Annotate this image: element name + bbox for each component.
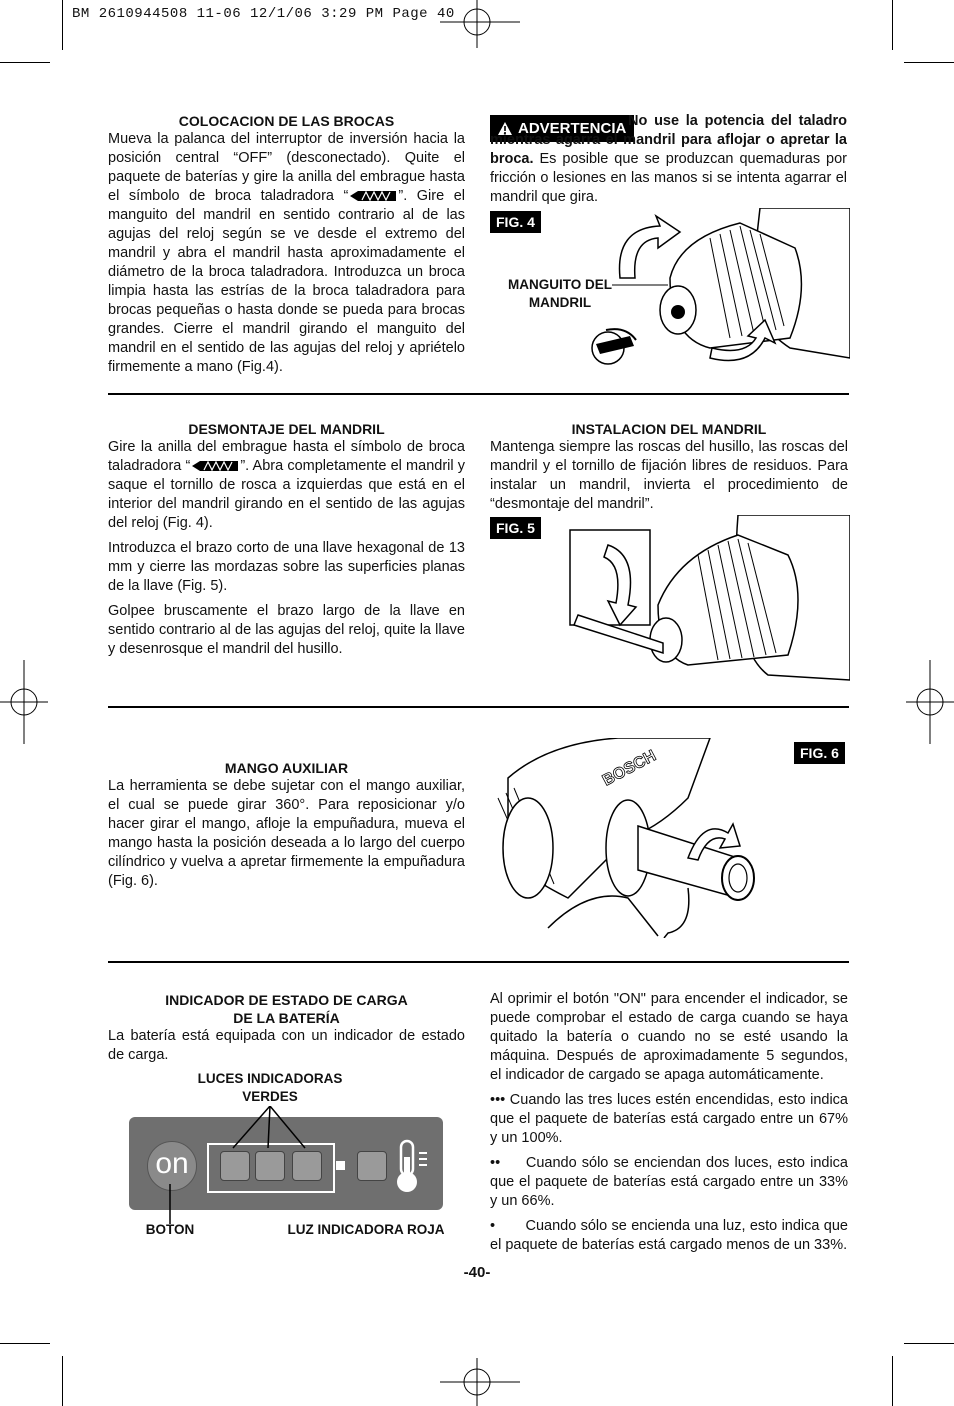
- fig4-drill-illustration: [560, 208, 850, 383]
- bullet-mark: •: [490, 1218, 496, 1234]
- button-callout: BOTON: [145, 1222, 195, 1237]
- registration-mark-right: [906, 660, 954, 744]
- section-title-line-1: INDICADOR DE ESTADO DE CARGA: [165, 992, 408, 1008]
- bullet-one-light: [490, 1217, 848, 1255]
- fig5-drill-illustration: [568, 515, 850, 683]
- bullet-mark: •••: [490, 1092, 506, 1108]
- page-number: -40-: [463, 1264, 491, 1281]
- paragraph-1-part-1: Gire la anilla del embrague hasta el símbolo de broca taladradora “: [108, 439, 465, 474]
- section-title: MANGO AUXILIAR: [224, 760, 349, 776]
- paragraph-1-part-2: ”. Abra completamente el mandril y saque el tornillo de rosca a izquierdas que está en el interior del mandril girando en el sentido de las agujas del reloj (Fig. 4).: [108, 458, 465, 531]
- bullet-text: Cuando sólo se enciendan dos luces, esto indica que el paquete de baterías está cargado entre un 33% y un 66%.: [490, 1155, 848, 1209]
- green-lights-callout-line-1: LUCES INDICADORAS: [197, 1071, 343, 1086]
- section-indicador-carga: [108, 991, 465, 1065]
- fig6-brand-text: BOSCH: [599, 747, 659, 790]
- body-text-part-2: ”. Gire el manguito del mandril en sentido contrario al de las agujas del reloj según se ve desde el extremo del mandril y abra el mandril hasta aproximadamente el diámetro de la broca taladradora. Introduzca un broca limpia hasta las estrías de la broca taladradora para brocas pequeñas o hasta donde se pueda para brocas grandes. Cierre el mandril girando el manguito del mandril en el sentido de las agujas del reloj y apriételo firmemente a mano (Fig.4).: [108, 188, 465, 375]
- drill-bit-icon: [192, 461, 238, 471]
- divider-3: [108, 961, 849, 963]
- warning-label: ADVERTENCIA: [518, 120, 627, 137]
- bullet-text: Cuando sólo se encienda una luz, esto indica que el paquete de baterías está cargado menos de un 33%.: [490, 1218, 848, 1253]
- section-title: COLOCACION DE LAS BROCAS: [178, 113, 395, 129]
- registration-mark-left: [0, 660, 48, 744]
- section-desmontaje-mandril: [108, 420, 465, 665]
- section-title-line-2: DE LA BATERÍA: [233, 1010, 340, 1026]
- green-lights-callout-line-2: VERDES: [242, 1089, 298, 1104]
- paragraph-1: Al oprimir el botón "ON" para encender el indicador, se puede comprobar el estado de carga cuando se haya quitado la batería o cuando no se esté usando la máquina. Después de aproximadamente 5 segundos, el indicador de cargado se apaga automáticamente.: [490, 991, 848, 1083]
- fig5-label: FIG. 5: [490, 517, 541, 539]
- warning-plain-text: Es posible que se produzcan quemaduras por fricción o lesiones en las manos si se intenta agarrar el mandril que gira.: [490, 151, 847, 205]
- fig6-auxiliary-handle-illustration: [488, 738, 788, 938]
- green-lights-callout: [180, 1070, 360, 1106]
- section-body: [108, 438, 465, 659]
- bullet-three-lights: [490, 1091, 848, 1148]
- drill-bit-icon: [350, 191, 396, 201]
- section-title: INSTALACION DEL MANDRIL: [571, 421, 767, 437]
- bullet-mark: ••: [490, 1155, 501, 1171]
- registration-mark-bottom: [440, 1358, 520, 1406]
- thermometer-icon: [393, 1137, 433, 1195]
- fig4-callout: MANGUITO DEL MANDRIL: [508, 277, 612, 310]
- callout-leader-lines: [160, 1106, 360, 1224]
- section-mango-auxiliar: [108, 759, 465, 891]
- red-light: [357, 1151, 387, 1181]
- on-button[interactable]: on: [147, 1141, 197, 1191]
- section-charge-explanation: [490, 990, 848, 1261]
- section-instalacion-mandril: [490, 420, 848, 514]
- divider-1: [108, 393, 849, 395]
- red-light-callout: LUZ INDICADORA ROJA: [287, 1222, 445, 1237]
- bullet-two-lights: [490, 1154, 848, 1211]
- fig4-label: FIG. 4: [490, 211, 541, 233]
- bullet-text: Cuando las tres luces estén encendidas, esto indica que el paquete de baterías está cargado entre un 67% y un 100%.: [490, 1092, 849, 1146]
- warning-bold-text: No use la potencia del taladro mientras agarra el mandril para aflojar o apretar la broca.: [490, 113, 847, 167]
- section-body: [108, 130, 465, 377]
- section-title: DESMONTAJE DEL MANDRIL: [188, 421, 385, 437]
- divider-2: [108, 706, 849, 708]
- section-colocacion-brocas: [108, 112, 465, 377]
- registration-mark-top: [440, 0, 520, 48]
- section-body: La batería está equipada con un indicador de estado de carga.: [108, 1028, 465, 1063]
- print-header: BM 2610944508 11-06 12/1/06 3:29 PM Page 40: [72, 6, 455, 22]
- warning-text: [490, 112, 847, 207]
- section-body: Mantenga siempre las roscas del husillo, las roscas del mandril y el tornillo de fijación libres de residuos. Para instalar un mandril, invierta el procedimiento de “desmontaje del mandril”.: [490, 439, 848, 512]
- section-body: La herramienta se debe sujetar con el mango auxiliar, el cual se puede girar 360°. Para reposicionar y/o hacer girar el mango, afloje la empuñadura, mueva el mango hasta la posición deseada a lo largo del cuerpo cilíndrico y vuelva a apretar firmemente la empuñadura (Fig. 6).: [108, 778, 465, 889]
- paragraph-2: Introduzca el brazo corto de una llave hexagonal de 13 mm y cierre las mordazas sobre las superficies planas de la llave (Fig. 5).: [108, 540, 465, 594]
- fig6-label: FIG. 6: [794, 742, 845, 764]
- body-text-part-1: Mueva la palanca del interruptor de inversión hacia la posición central “OFF” (desconectado). Quite el paquete de baterías y gire la anilla del embrague hasta el símbolo de broca taladradora “: [108, 131, 465, 204]
- paragraph-3: Golpee bruscamente el brazo largo de la llave en sentido contrario al de las agujas del reloj, quite la llave y desenrosque el mandril del husillo.: [108, 603, 465, 657]
